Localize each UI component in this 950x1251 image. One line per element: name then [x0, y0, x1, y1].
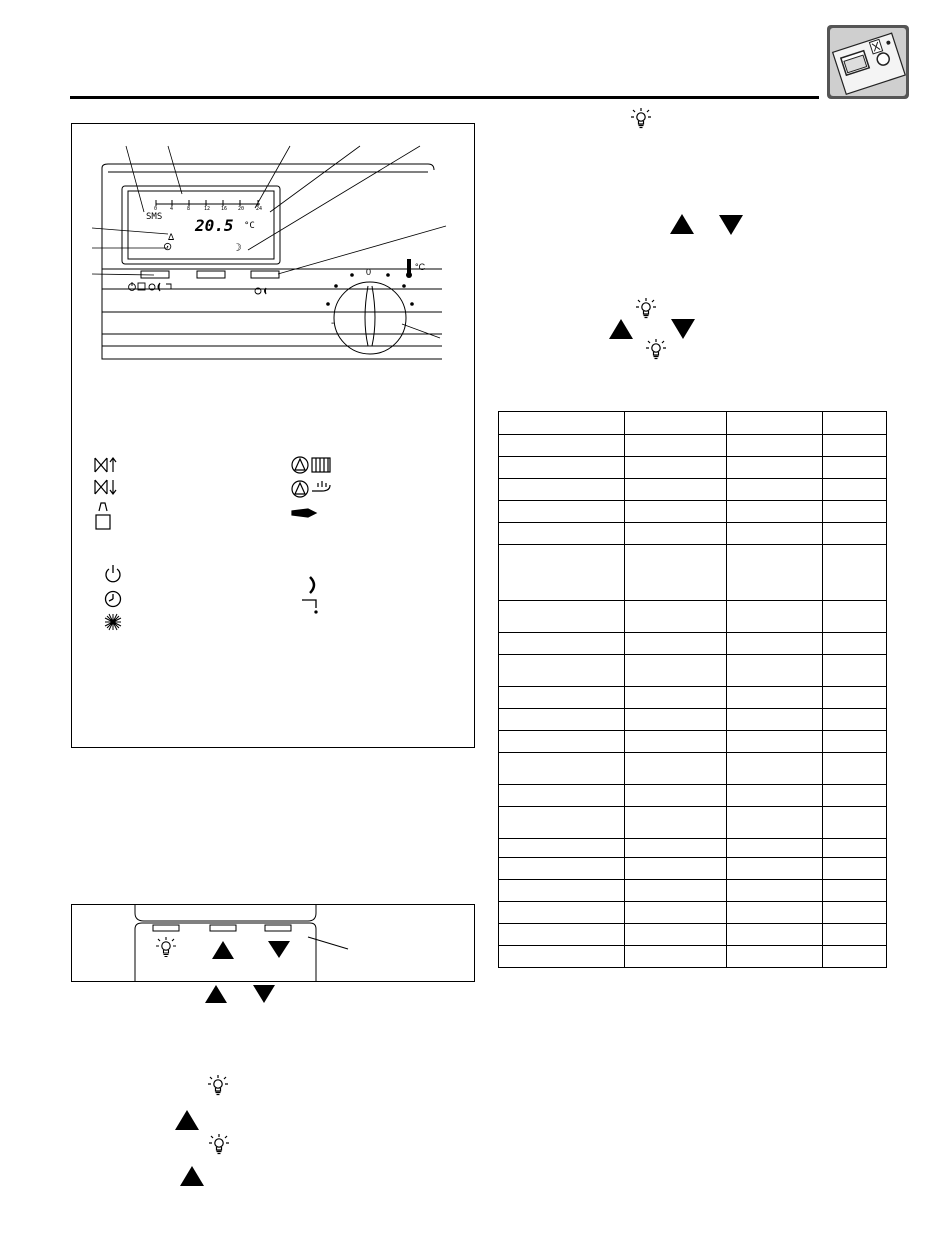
table-cell — [625, 545, 727, 601]
controller-drawing — [72, 124, 474, 364]
table-cell — [727, 880, 823, 902]
table-cell — [727, 479, 823, 501]
table-cell — [823, 687, 887, 709]
table-cell — [499, 435, 625, 457]
triangle-up-icon — [669, 213, 695, 235]
triangle-down-icon — [670, 318, 696, 340]
clock-icon — [106, 592, 121, 607]
moon-icon — [310, 577, 314, 593]
table-cell — [499, 880, 625, 902]
table-cell — [499, 709, 625, 731]
lcd-moon-indicator: ☽ — [232, 242, 242, 254]
table-cell — [823, 655, 887, 687]
table-row — [499, 545, 887, 601]
dhw-pump-icon — [292, 481, 330, 497]
table-row — [499, 807, 887, 839]
table-row — [499, 924, 887, 946]
table-cell — [727, 753, 823, 785]
table-cell — [823, 545, 887, 601]
mixer-valve-close-icon — [95, 480, 116, 494]
table-row — [499, 479, 887, 501]
table-row — [499, 687, 887, 709]
table-cell — [499, 902, 625, 924]
table-row — [499, 880, 887, 902]
table-cell — [499, 545, 625, 601]
table-cell — [625, 655, 727, 687]
table-cell — [499, 655, 625, 687]
table-cell — [727, 601, 823, 633]
table-cell — [727, 523, 823, 545]
button-panel-drawing — [72, 905, 474, 981]
lcd-scale-tick-label: 4 — [170, 206, 174, 212]
table-cell — [727, 709, 823, 731]
lcd-temp-unit: °C — [244, 221, 255, 231]
table-row — [499, 709, 887, 731]
heating-pump-icon — [292, 457, 330, 473]
table-cell — [625, 687, 727, 709]
lcd-scale-tick-label: 8 — [187, 206, 191, 212]
table-cell — [499, 839, 625, 858]
table-cell — [727, 858, 823, 880]
table-cell — [823, 753, 887, 785]
triangle-up-icon — [179, 1165, 205, 1187]
table-cell — [727, 731, 823, 753]
table-cell — [823, 601, 887, 633]
lcd-scale-tick-label: 12 — [204, 206, 211, 212]
table-cell — [625, 731, 727, 753]
table-cell — [625, 946, 727, 968]
symbol-legend — [90, 455, 420, 635]
table-row — [499, 457, 887, 479]
table-cell — [625, 785, 727, 807]
header-rule — [70, 96, 819, 99]
table-cell — [727, 687, 823, 709]
table-cell — [625, 807, 727, 839]
table-row — [499, 839, 887, 858]
table-cell — [625, 633, 727, 655]
table-row — [499, 902, 887, 924]
table-row — [499, 633, 887, 655]
table-cell — [499, 753, 625, 785]
dial-minus-label: - — [331, 318, 335, 329]
table-row — [499, 753, 887, 785]
lightbulb-icon — [156, 937, 176, 957]
table-cell — [499, 858, 625, 880]
triangle-up-icon — [174, 1109, 200, 1131]
table-cell — [625, 858, 727, 880]
table-row — [499, 601, 887, 633]
table-row — [499, 412, 887, 435]
lcd-clock-indicator: ⊙ — [163, 241, 173, 253]
table-row — [499, 858, 887, 880]
table-cell — [499, 785, 625, 807]
table-cell — [625, 601, 727, 633]
table-cell — [823, 785, 887, 807]
table-cell — [823, 902, 887, 924]
lcd-scale-tick-label: 16 — [221, 206, 228, 212]
lightbulb-icon — [629, 106, 653, 132]
table-cell — [625, 880, 727, 902]
sun-icon — [105, 614, 121, 630]
standby-icon — [106, 565, 120, 582]
table-cell — [625, 924, 727, 946]
dial-zero-label: 0 — [366, 267, 372, 277]
burner-icon — [96, 503, 110, 529]
table-row — [499, 435, 887, 457]
table-cell — [625, 457, 727, 479]
table-cell — [625, 435, 727, 457]
dial-unit-label: °C — [415, 262, 426, 272]
parameter-table — [498, 411, 887, 968]
table-cell — [625, 523, 727, 545]
table-cell — [727, 633, 823, 655]
triangle-up-icon — [212, 941, 234, 959]
table-cell — [727, 839, 823, 858]
lightbulb-icon — [634, 296, 658, 322]
table-cell — [823, 501, 887, 523]
table-row — [499, 785, 887, 807]
lightbulb-icon — [644, 337, 668, 363]
lightbulb-icon — [206, 1073, 230, 1099]
lcd-temperature: 20.5 — [195, 216, 234, 235]
table-cell — [499, 946, 625, 968]
table-cell — [727, 501, 823, 523]
triangle-up-icon — [204, 984, 228, 1004]
table-cell — [823, 633, 887, 655]
triangle-up-icon — [608, 318, 634, 340]
table-cell — [823, 523, 887, 545]
table-cell — [727, 785, 823, 807]
table-cell — [499, 501, 625, 523]
table-cell — [727, 435, 823, 457]
table-cell — [499, 687, 625, 709]
table-cell — [499, 731, 625, 753]
table-cell — [499, 633, 625, 655]
table-cell — [727, 807, 823, 839]
lcd-scale-tick-label: 24 — [256, 206, 263, 212]
table-cell — [727, 412, 823, 435]
table-cell — [823, 807, 887, 839]
table-cell — [727, 655, 823, 687]
table-cell — [625, 412, 727, 435]
table-cell — [625, 479, 727, 501]
control-unit-icon — [826, 24, 910, 100]
table-cell — [823, 435, 887, 457]
table-cell — [625, 839, 727, 858]
table-cell — [823, 880, 887, 902]
table-cell — [823, 858, 887, 880]
table-cell — [625, 753, 727, 785]
table-row — [499, 946, 887, 968]
table-cell — [727, 902, 823, 924]
table-cell — [625, 709, 727, 731]
table-row — [499, 523, 887, 545]
table-cell — [499, 412, 625, 435]
table-cell — [499, 924, 625, 946]
mixer-valve-open-icon — [95, 458, 116, 472]
triangle-down-icon — [718, 214, 744, 236]
table-cell — [499, 601, 625, 633]
lightbulb-icon — [207, 1132, 231, 1158]
table-cell — [499, 457, 625, 479]
tap-icon — [302, 600, 317, 613]
lcd-scale-tick-label: 20 — [238, 206, 245, 212]
table-cell — [823, 479, 887, 501]
table-cell — [499, 523, 625, 545]
table-cell — [625, 501, 727, 523]
table-cell — [823, 924, 887, 946]
triangle-down-icon — [268, 941, 290, 958]
table-cell — [823, 946, 887, 968]
lcd-flame-indicator: ᐃ — [168, 233, 175, 243]
table-cell — [499, 807, 625, 839]
table-cell — [823, 412, 887, 435]
lcd-hours-label: SMS — [146, 212, 163, 222]
table-row — [499, 655, 887, 687]
table-cell — [823, 731, 887, 753]
table-cell — [625, 902, 727, 924]
table-cell — [727, 545, 823, 601]
flame-icon — [292, 509, 316, 517]
table-cell — [823, 709, 887, 731]
table-cell — [727, 946, 823, 968]
table-cell — [823, 457, 887, 479]
table-cell — [499, 479, 625, 501]
table-row — [499, 501, 887, 523]
lcd-scale-tick-label: 0 — [154, 206, 158, 212]
triangle-down-icon — [252, 984, 276, 1004]
table-cell — [823, 839, 887, 858]
table-cell — [727, 457, 823, 479]
table-row — [499, 731, 887, 753]
table-cell — [727, 924, 823, 946]
